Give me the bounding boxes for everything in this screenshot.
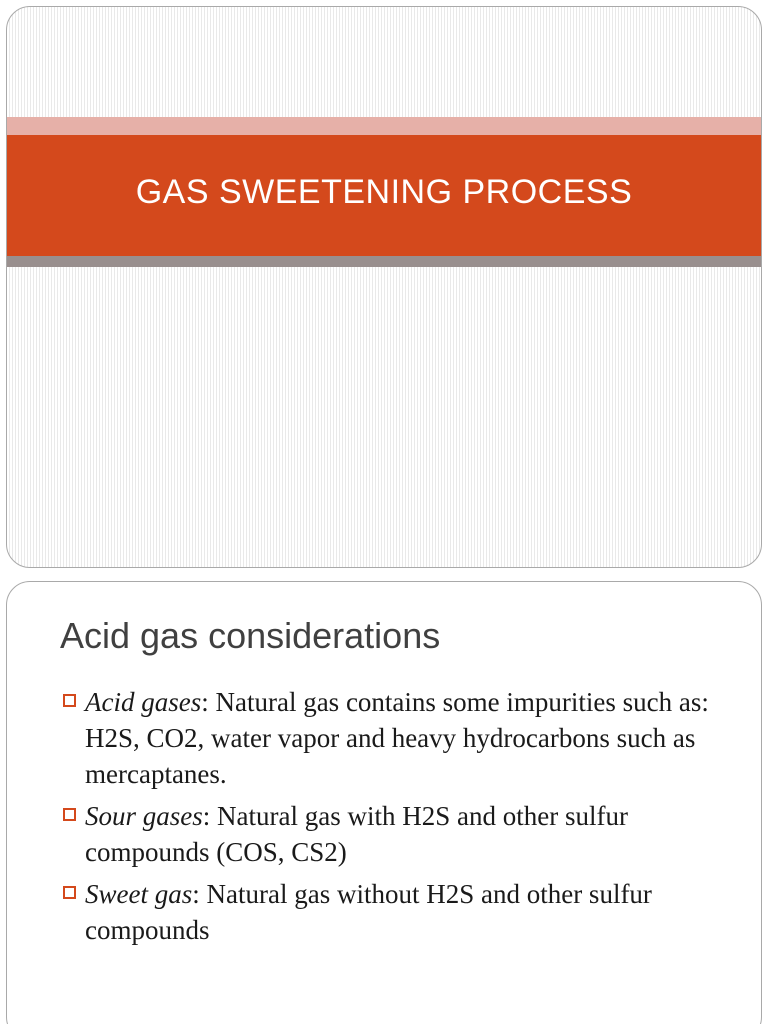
slide-title: GAS SWEETENING PROCESS [135, 173, 633, 211]
bullet-text: : Natural gas without H2S and other sulfur compounds [85, 879, 652, 945]
title-band [7, 135, 761, 256]
bullet-item-sour-gases [60, 798, 720, 870]
content-slide [6, 581, 762, 1024]
square-bullet-icon [63, 808, 76, 821]
title-slide [6, 6, 762, 568]
bullet-term: Sour gases [85, 801, 203, 831]
bullet-item-sweet-gas [60, 876, 720, 948]
square-bullet-icon [63, 886, 76, 899]
square-bullet-icon [63, 694, 76, 707]
bullet-text: : Natural gas contains some impurities such as: H2S, CO2, water vapor and heavy hydrocarbons such as mercaptanes. [85, 687, 709, 789]
bullet-term: Sweet gas [85, 879, 193, 909]
bullet-item-acid-gases [60, 684, 720, 792]
bullet-list [60, 684, 720, 954]
bullet-term: Acid gases [85, 687, 202, 717]
title-accent-band-top [7, 117, 761, 135]
slide-heading: Acid gas considerations [60, 615, 441, 656]
bullet-text: : Natural gas with H2S and other sulfur compounds (COS, CS2) [85, 801, 628, 867]
title-accent-band-bottom [7, 256, 761, 267]
